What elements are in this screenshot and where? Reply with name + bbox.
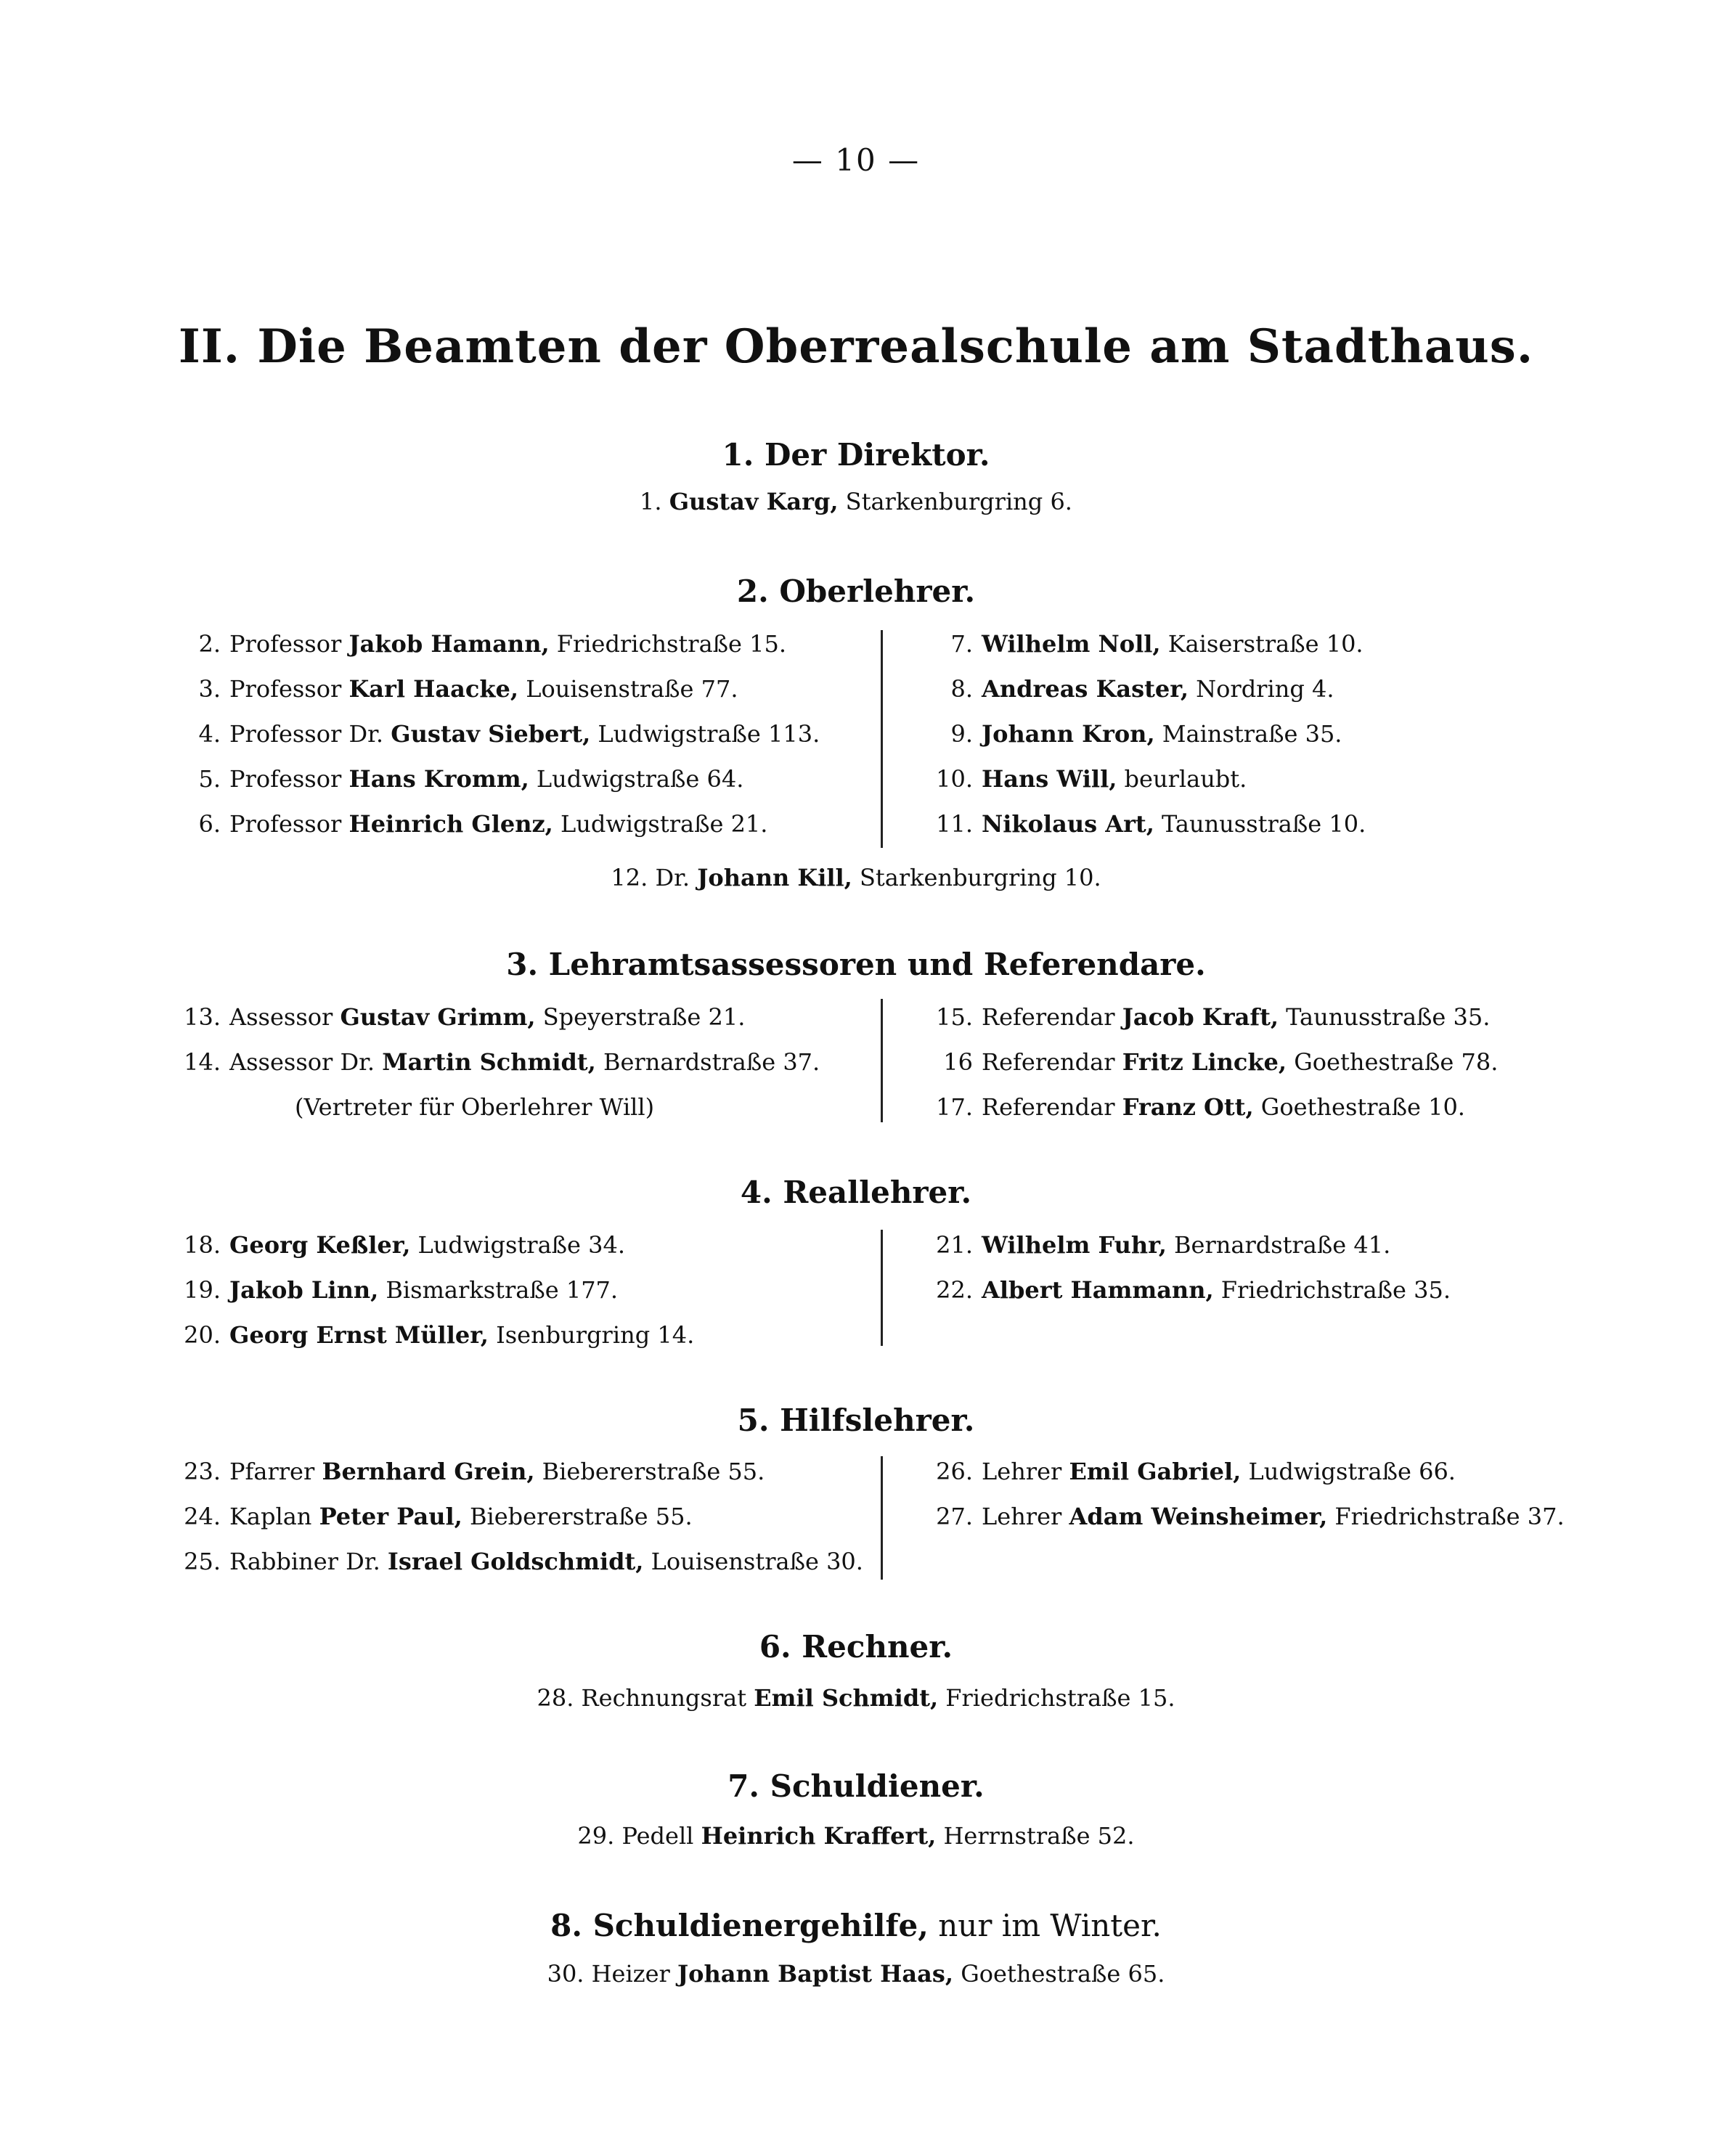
list-item: 6. Professor Heinrich Glenz, Ludwigstraße 21.: [198, 810, 768, 838]
section-heading-schuldiener: 7. Schuldiener.: [727, 1768, 985, 1804]
assessoren-right-column: [931, 995, 1498, 1130]
section-heading-assessoren: 3. Lehramtsassessoren und Referendare.: [506, 947, 1206, 982]
schuldienergehilfe-entry: 30. Heizer Johann Baptist Haas, Goethestraße 65.: [547, 1960, 1165, 1988]
list-item: 23. Pfarrer Bernhard Grein, Biebererstraße 55.: [184, 1458, 765, 1485]
section-heading-hilfslehrer: 5. Hilfslehrer.: [737, 1402, 975, 1438]
list-item: 4. Professor Dr. Gustav Siebert, Ludwigstraße 113.: [198, 720, 820, 748]
section-heading-reallehrer: 4. Reallehrer.: [740, 1175, 972, 1210]
list-item-note: (Vertreter für Oberlehrer Will): [295, 1093, 655, 1121]
entry-name: Gustav Karg,: [669, 488, 839, 515]
list-item: 8. Andreas Kaster, Nordring 4.: [950, 675, 1334, 703]
list-item: 17. Referendar Franz Ott, Goethestraße 10.: [936, 1093, 1465, 1121]
list-item: 11. Nikolaus Art, Taunusstraße 10.: [936, 810, 1366, 838]
rechner-entry: 28. Rechnungsrat Emil Schmidt, Friedrichstraße 15.: [537, 1684, 1175, 1712]
oberlehrer-right-column: [931, 621, 1366, 846]
column-divider: [881, 630, 883, 848]
schuldiener-entry: 29. Pedell Heinrich Kraffert, Herrnstraße 52.: [577, 1822, 1135, 1850]
section-heading-oberlehrer: 2. Oberlehrer.: [736, 573, 976, 609]
hilfslehrer-left-column: [179, 1449, 863, 1584]
list-item: 14. Assessor Dr. Martin Schmidt, Bernardstraße 37.: [184, 1048, 820, 1076]
section-heading-director: 1. Der Direktor.: [722, 437, 990, 473]
column-divider: [881, 1456, 883, 1580]
list-item: 13. Assessor Gustav Grimm, Speyerstraße 21.: [184, 1003, 746, 1031]
list-item: 15. Referendar Jacob Kraft, Taunusstraße 35.: [936, 1003, 1491, 1031]
list-item: 5. Professor Hans Kromm, Ludwigstraße 64.: [198, 765, 744, 793]
entry-address: Starkenburgring 6.: [838, 488, 1072, 515]
list-item: 9. Johann Kron, Mainstraße 35.: [950, 720, 1342, 748]
director-entry: [0, 488, 1712, 515]
list-item: 18. Georg Keßler, Ludwigstraße 34.: [184, 1231, 626, 1259]
list-item: 16 Referendar Fritz Lincke, Goethestraße 78.: [943, 1048, 1499, 1076]
list-item: 25. Rabbiner Dr. Israel Goldschmidt, Louisenstraße 30.: [184, 1548, 863, 1575]
oberlehrer-left-column: [179, 621, 820, 846]
list-item: 24. Kaplan Peter Paul, Biebererstraße 55.: [184, 1503, 693, 1530]
page-number: — 10 —: [791, 142, 921, 178]
hilfslehrer-right-column: [931, 1449, 1565, 1539]
column-divider: [881, 1230, 883, 1346]
list-item: 22. Albert Hammann, Friedrichstraße 35.: [936, 1276, 1451, 1304]
section-heading-rechner: 6. Rechner.: [759, 1629, 953, 1665]
column-divider: [881, 999, 883, 1122]
list-item: 19. Jakob Linn, Bismarkstraße 177.: [184, 1276, 619, 1304]
list-item: 10. Hans Will, beurlaubt.: [936, 765, 1247, 793]
assessoren-left-column: [179, 995, 820, 1130]
page-title: II. Die Beamten der Oberrealschule am Stadthaus.: [178, 319, 1534, 374]
entry-number: 1.: [640, 488, 662, 515]
list-item: 20. Georg Ernst Müller, Isenburgring 14.: [184, 1321, 695, 1349]
list-item: 3. Professor Karl Haacke, Louisenstraße 77.: [198, 675, 738, 703]
list-item: 7. Wilhelm Noll, Kaiserstraße 10.: [950, 630, 1364, 658]
list-item: 2. Professor Jakob Hamann, Friedrichstraße 15.: [198, 630, 787, 658]
section-heading-schuldienergehilfe: 8. Schuldienergehilfe, nur im Winter.: [550, 1908, 1162, 1943]
reallehrer-left-column: [179, 1222, 694, 1357]
reallehrer-right-column: [931, 1222, 1451, 1312]
list-item: 21. Wilhelm Fuhr, Bernardstraße 41.: [936, 1231, 1391, 1259]
list-item: 27. Lehrer Adam Weinsheimer, Friedrichstraße 37.: [936, 1503, 1565, 1530]
list-item: 26. Lehrer Emil Gabriel, Ludwigstraße 66.: [936, 1458, 1456, 1485]
oberlehrer-bottom-entry: 12. Dr. Johann Kill, Starkenburgring 10.: [611, 864, 1101, 891]
